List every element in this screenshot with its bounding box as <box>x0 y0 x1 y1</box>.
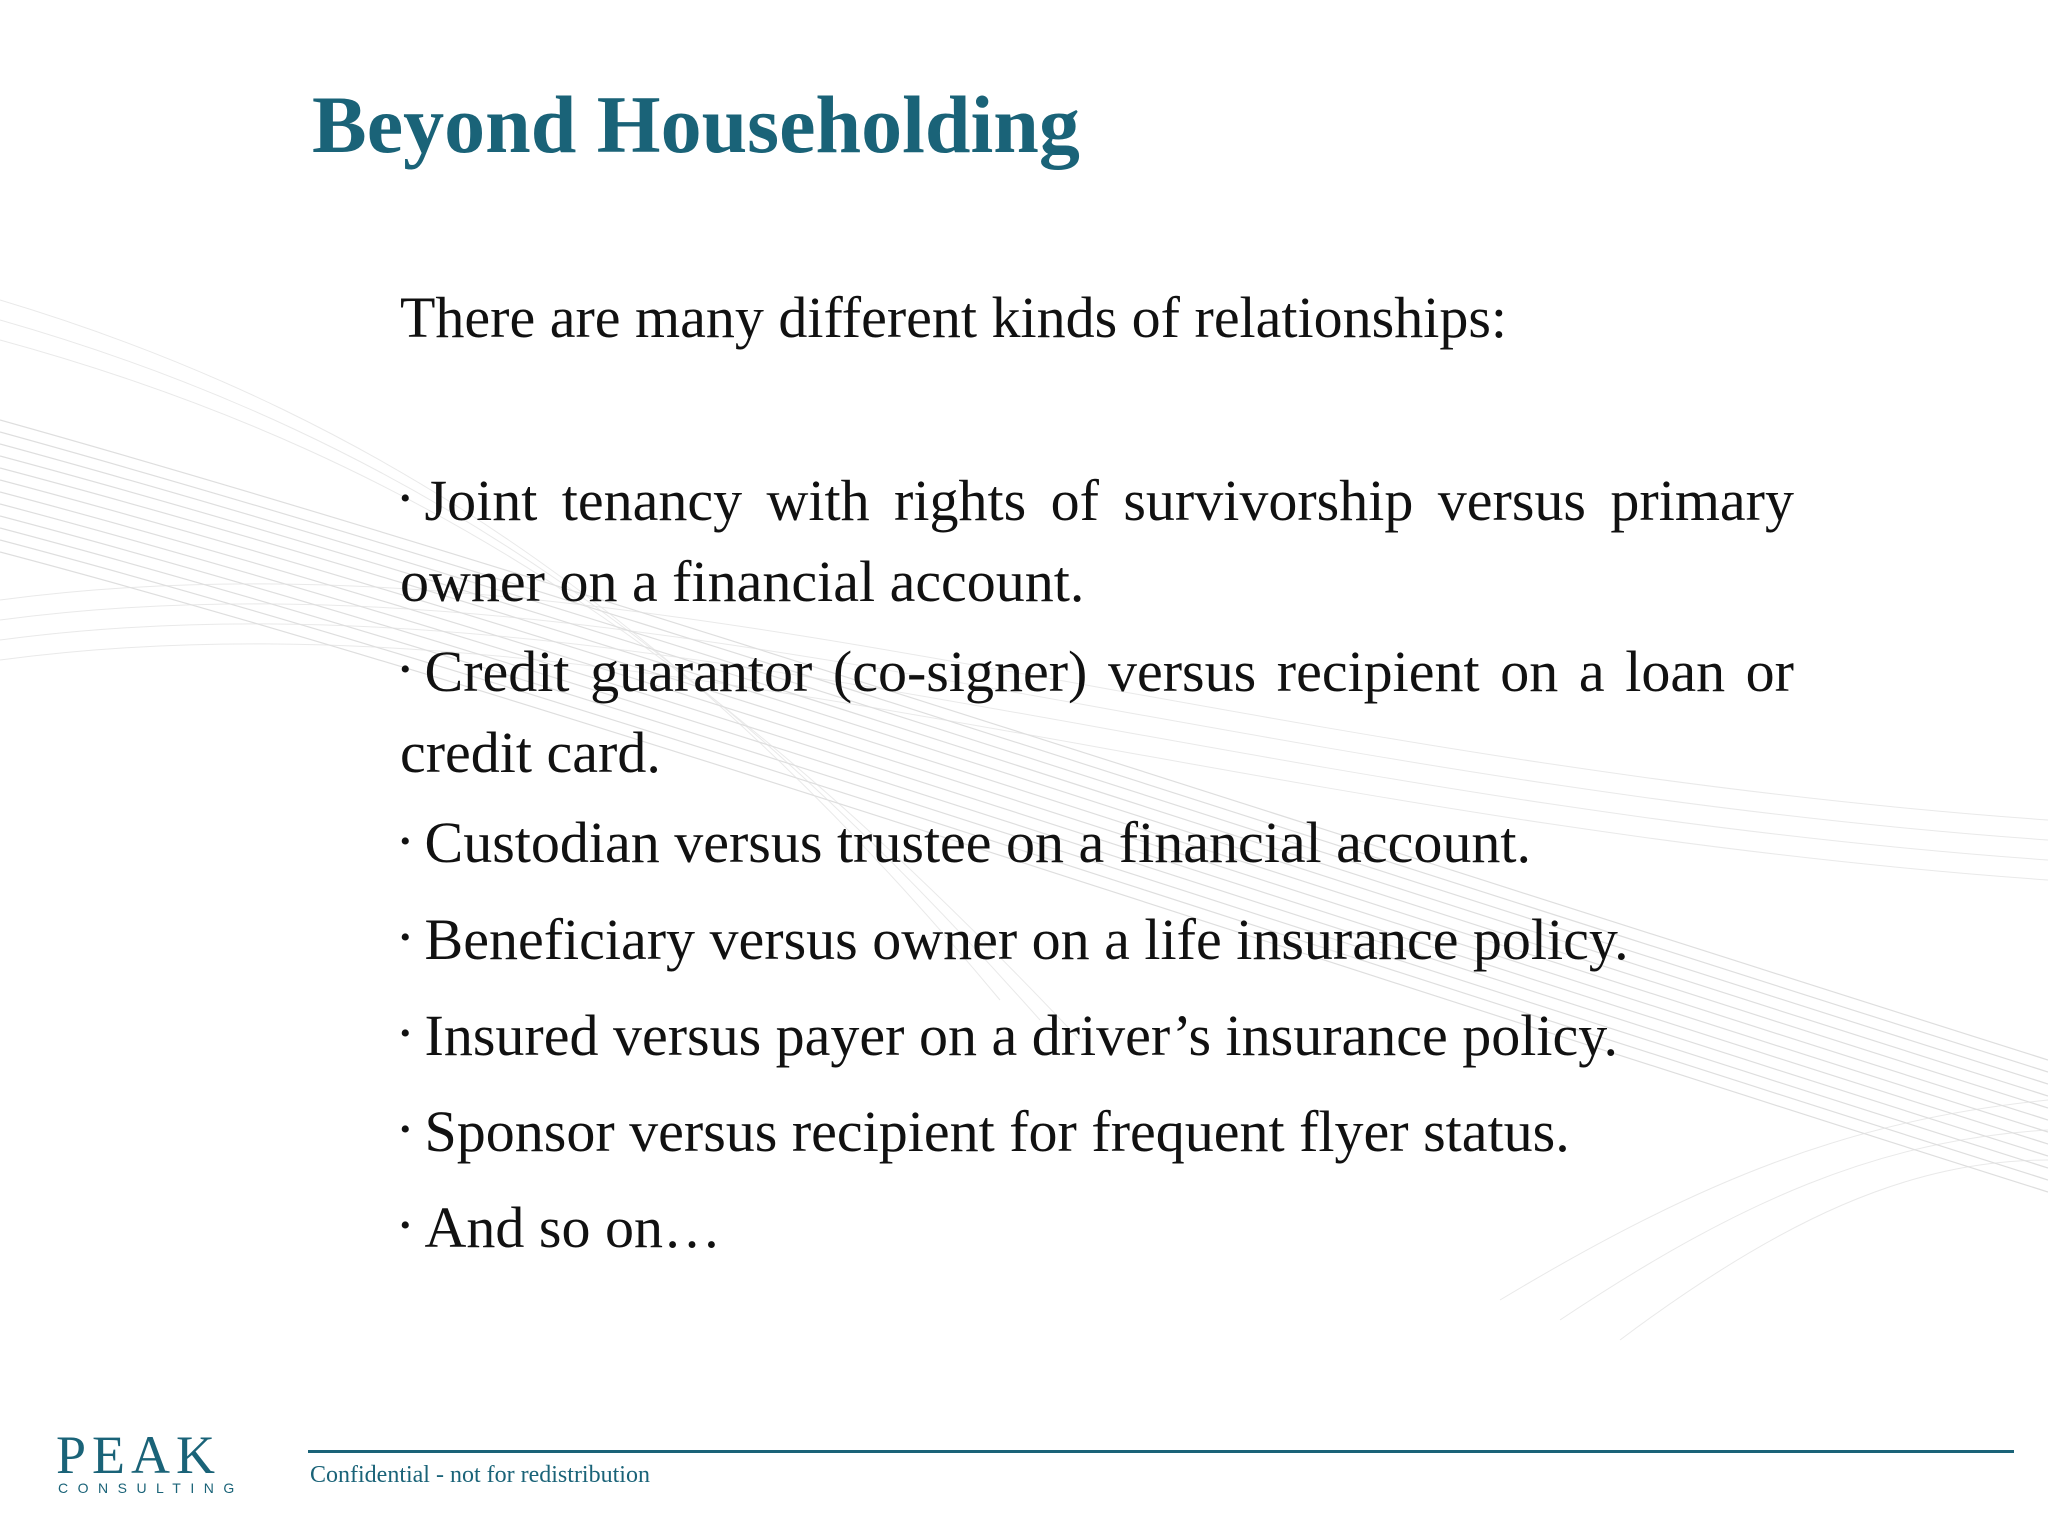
slide-title: Beyond Householding <box>312 79 1080 170</box>
bullet-dot-icon: • <box>400 920 411 954</box>
bullet-text: Insured versus payer on a driver’s insurance policy. <box>424 1002 1618 1068</box>
logo-subtext: CONSULTING <box>58 1480 244 1496</box>
confidential-notice: Confidential - not for redistribution <box>310 1462 650 1488</box>
bullet-text: Sponsor versus recipient for frequent flyer status. <box>424 1098 1570 1164</box>
bullet-dot-icon: • <box>400 653 411 687</box>
bullet-dot-icon: • <box>400 1209 411 1243</box>
bullet-dot-icon: • <box>400 1016 411 1050</box>
logo-wordmark: PEAK <box>56 1425 222 1485</box>
bullet-text: Joint tenancy with rights of survivorship versus primary owner on a financial account. <box>400 468 1794 615</box>
peak-consulting-logo <box>56 1425 244 1500</box>
list-item <box>400 805 1794 886</box>
list-item <box>400 463 1794 619</box>
list-item <box>400 1190 1794 1271</box>
list-item <box>400 998 1794 1079</box>
bullet-text: Beneficiary versus owner on a life insurance policy. <box>424 906 1629 972</box>
bullet-text: Credit guarantor (co-signer) versus recipient on a loan or credit card. <box>400 639 1794 786</box>
bullet-list <box>400 463 1794 1286</box>
bullet-dot-icon: • <box>400 824 411 858</box>
bullet-text: And so on… <box>424 1195 721 1261</box>
list-item <box>400 1094 1794 1175</box>
bullet-dot-icon: • <box>400 482 411 516</box>
footer-divider <box>308 1450 2014 1453</box>
bullet-dot-icon: • <box>400 1113 411 1147</box>
list-item <box>400 902 1794 983</box>
bullet-text: Custodian versus trustee on a financial account. <box>424 810 1532 876</box>
list-item <box>400 634 1794 790</box>
intro-text: There are many different kinds of relationships: <box>400 285 1508 350</box>
